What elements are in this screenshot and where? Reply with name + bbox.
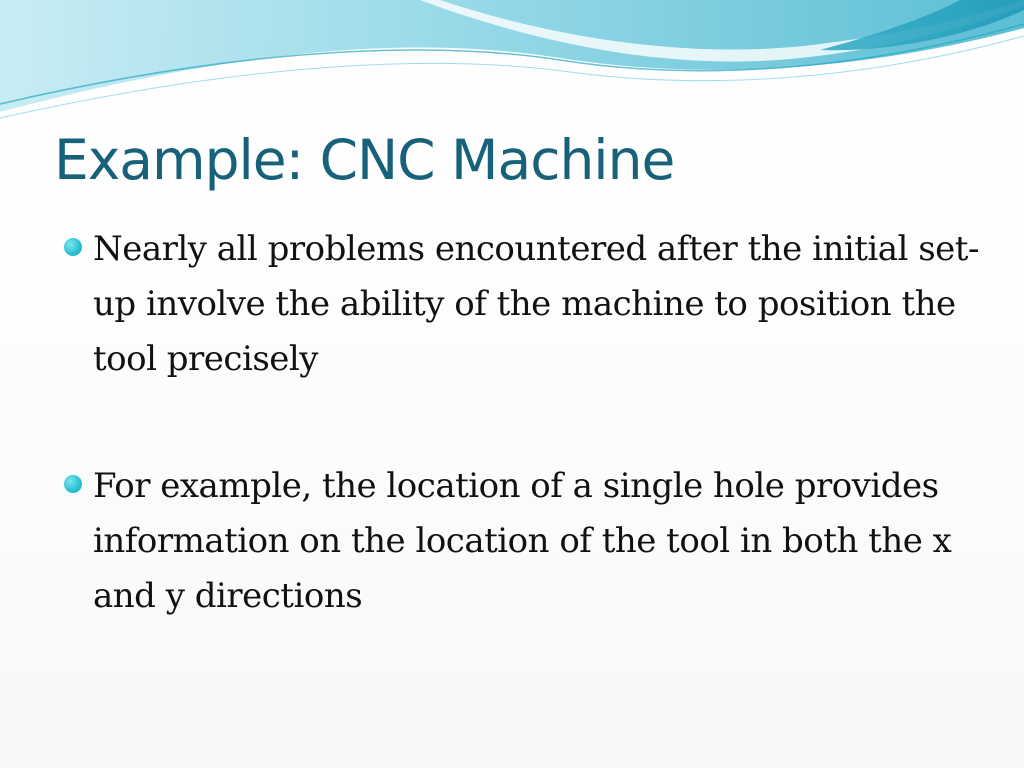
bullet-text: Nearly all problems encountered after the initial set-up involve the ability of the machine to position the tool precisely xyxy=(93,229,979,379)
bullet-list xyxy=(56,222,986,624)
wave-band-light xyxy=(0,0,1024,112)
bullet-item xyxy=(56,222,986,387)
slide-title: Example: CNC Machine xyxy=(54,128,675,192)
bullet-text: For example, the location of a single hole provides information on the location of the tool in both the x and y directions xyxy=(93,466,952,616)
wave-header-decoration xyxy=(0,0,1024,130)
bullet-item xyxy=(56,459,986,624)
bullet-dot-icon xyxy=(64,475,82,493)
bullet-dot-icon xyxy=(64,238,82,256)
